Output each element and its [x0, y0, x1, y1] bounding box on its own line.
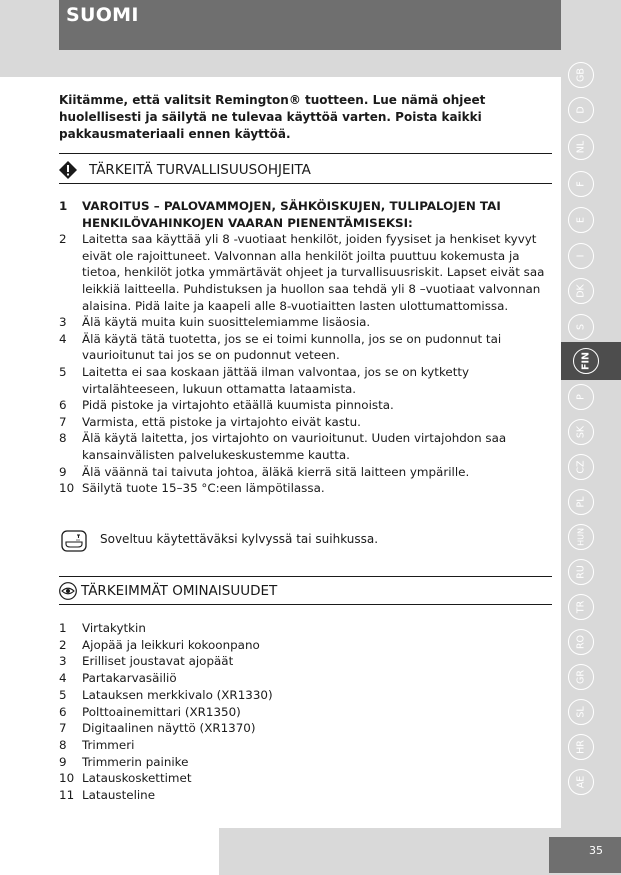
safety-list [59, 198, 554, 497]
list-item: 4 Partakarvasäiliö [59, 671, 177, 686]
list-item: 2 Laitetta saa käyttää yli 8 -vuotiaat henkilöt, joiden fyysiset ja henkiset kyvyt eivät ole rajoittuneet. Valvonnan alla henkilöt joilta puuttuu kokemusta ja tietoa, henkilöt jotka ymmärtävät ohjeet ja turvallisuusriskit. Lapset eivät saa leikkiä laitteella. Puhdistuksen ja huollon saa tehdä yli 8 –vuotiaat valvonnan alaisina. Pidä laite ja kaapeli alle 8-vuotiaitten lasten ulottumattomissa. [59, 232, 545, 313]
lang-tab-s[interactable]: S [568, 314, 594, 340]
list-item: 4 Älä käytä tätä tuotetta, jos se ei toimi kunnolla, jos se on pudonnut tai vaurioitunut tai jos se on pudonnut veteen. [59, 331, 502, 363]
list-item: 10 Säilytä tuote 15–35 °C:een lämpötilassa. [59, 481, 325, 496]
list-item: 2 Ajopää ja leikkuri kokoonpano [59, 637, 260, 652]
lang-tab-tr[interactable]: TR [568, 594, 594, 620]
list-item: 3 Erilliset joustavat ajopäät [59, 654, 234, 669]
warning-icon [59, 161, 77, 184]
eye-icon [59, 582, 77, 605]
list-item: 5 Latauksen merkkivalo (XR1330) [59, 687, 273, 702]
list-item: 6 Polttoainemittari (XR1350) [59, 704, 241, 719]
list-item: 6 Pidä pistoke ja virtajohto etäällä kuumista pinnoista. [59, 398, 394, 413]
list-item: 8 Trimmeri [59, 737, 135, 752]
page-title: SUOMI [66, 4, 139, 26]
section-rule [59, 183, 552, 184]
lang-tab-fin-active[interactable]: FIN [573, 348, 599, 374]
lang-tab-ae[interactable]: AE [568, 769, 594, 795]
list-item: 3 Älä käytä muita kuin suosittelemiamme lisäosia. [59, 315, 371, 330]
lang-tab-e[interactable]: E [568, 207, 594, 233]
lang-tab-cz[interactable]: CZ [568, 454, 594, 480]
list-item: 9 Älä väännä tai taivuta johtoa, äläkä kierrä sitä laitteen ympärille. [59, 464, 470, 479]
list-item: 7 Varmista, että pistoke ja virtajohto eivät kastu. [59, 414, 361, 429]
list-item: 1 Virtakytkin [59, 621, 146, 635]
list-item: 8 Älä käytä laitetta, jos virtajohto on vaurioitunut. Uuden virtajohdon saa kansainvälisten palvelukeskustemme kautta. [59, 431, 507, 462]
section-rule [59, 604, 552, 605]
lang-tab-dk[interactable]: DK [568, 278, 594, 304]
list-item: 5 Laitetta ei saa koskaan jättää ilman valvontaa, jos se on kytketty virtalähteeseen, lukuun ottamatta lataamista. [59, 364, 470, 396]
lang-tab-nl[interactable]: NL [568, 134, 594, 160]
lang-tab-gb[interactable]: GB [568, 62, 594, 88]
lang-tab-ru[interactable]: RU [568, 559, 594, 585]
lang-tab-gr[interactable]: GR [568, 664, 594, 690]
features-list [59, 620, 273, 804]
page-number: 35 [589, 844, 603, 857]
list-item: 10 Latauskoskettimet [59, 771, 192, 786]
lang-tab-sk[interactable]: SK [568, 419, 594, 445]
lang-tab-d[interactable]: D [568, 97, 594, 123]
lang-tab-i[interactable]: I [568, 243, 594, 269]
list-item: 11 Latausteline [59, 788, 156, 803]
list-item: 9 Trimmerin painike [59, 754, 189, 769]
section-rule [59, 153, 552, 154]
lang-tab-pl[interactable]: PL [568, 489, 594, 515]
list-item: 1 VAROITUS – PALOVAMMOJEN, SÄHKÖISKUJEN, TULIPALOJEN TAI HENKILÖVAHINKOJEN VAARAN PIENENTÄMISEKSI: [59, 199, 501, 230]
lang-tab-sl[interactable]: SL [568, 699, 594, 725]
lang-tab-ro[interactable]: RO [568, 629, 594, 655]
intro-paragraph: Kiitämme, että valitsit Remington® tuotteen. Lue nämä ohjeet huolellisesti ja säilytä ne tulevaa käyttöä varten. Poista kaikki pakkausmateriaali ennen käyttöä. [59, 93, 486, 141]
list-item: 7 Digitaalinen näyttö (XR1370) [59, 721, 256, 736]
lang-tab-f[interactable]: F [568, 171, 594, 197]
shower-bath-icon [61, 530, 87, 555]
section-rule [59, 576, 552, 577]
page-number-box [549, 837, 621, 873]
lang-tab-p[interactable]: P [568, 384, 594, 410]
lang-tab-hr[interactable]: HR [568, 734, 594, 760]
lang-tab-hun[interactable]: HUN [568, 524, 594, 550]
